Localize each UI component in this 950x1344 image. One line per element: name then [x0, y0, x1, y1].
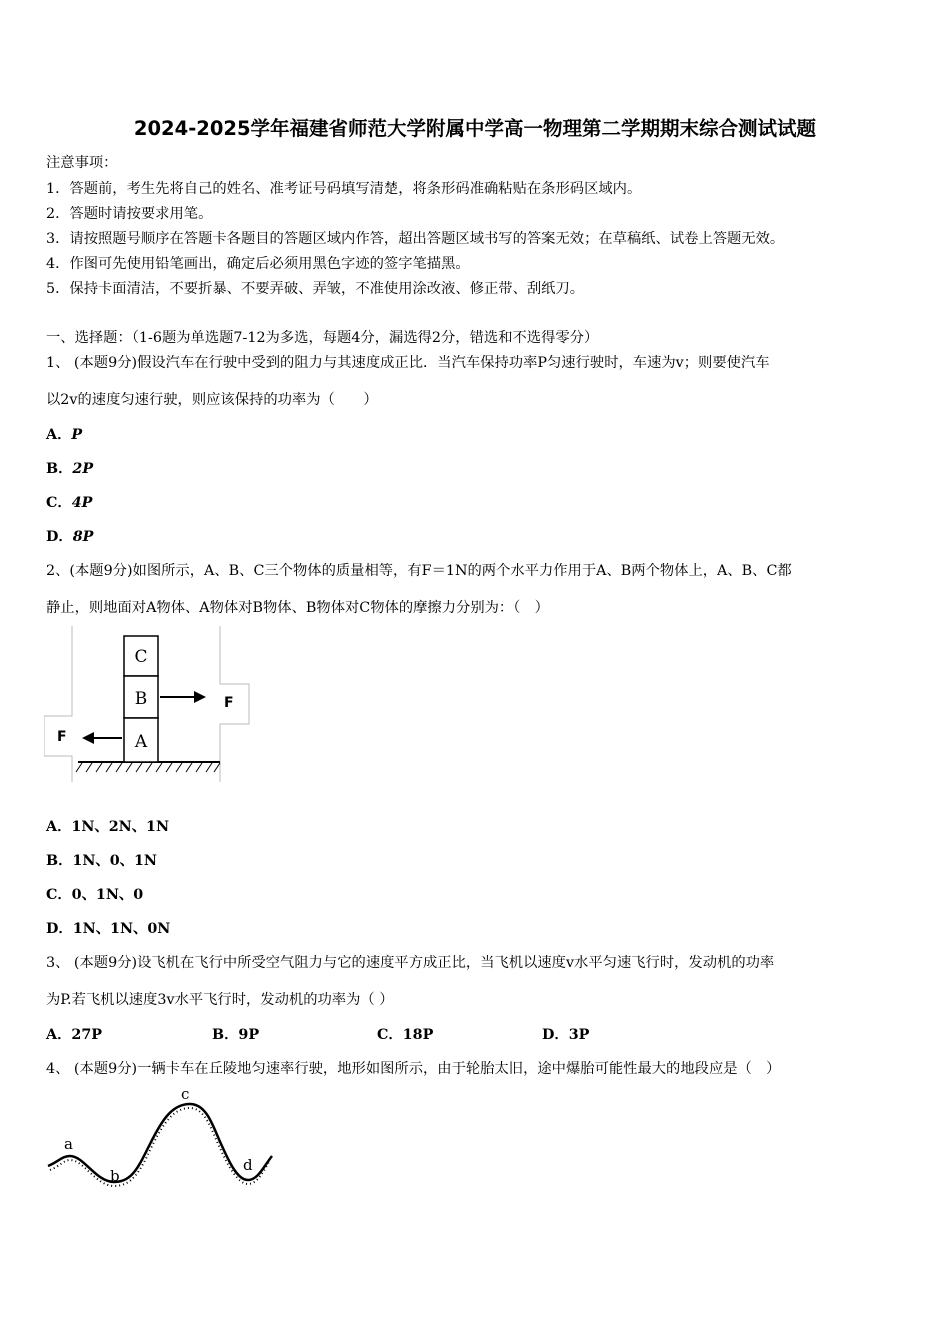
force-right-label: F	[224, 695, 234, 711]
q2-option-c: C．0、1N、0	[46, 887, 144, 903]
notice-item: 5．保持卡面清洁，不要折暴、不要弄破、弄皱，不准使用涂改液、修正带、刮纸刀。	[46, 281, 585, 297]
notice-heading: 注意事项：	[46, 155, 118, 171]
point-c-label: c	[181, 1085, 190, 1103]
question-1-text: 1、 (本题9分)假设汽车在行驶中受到的阻力与其速度成正比．当汽车保持功率P匀速行驶时，车速为v；则要使汽车	[46, 355, 770, 371]
question-2-text-cont: 静止，则地面对A物体、A物体对B物体、B物体对C物体的摩擦力分别为：（ ）	[46, 600, 549, 616]
question-4-text: 4、 (本题9分)一辆卡车在丘陵地匀速率行驶，地形如图所示，由于轮胎太旧，途中爆胎可能性最大的地段应是（ ）	[46, 1061, 781, 1077]
q3-option-c: C．18P	[377, 1027, 434, 1043]
point-b-label: b	[110, 1167, 120, 1185]
block-b-label: B	[134, 689, 148, 709]
q1-option-b: B．2P	[46, 461, 94, 477]
point-d-label: d	[243, 1156, 253, 1174]
q3-option-a: A．27P	[46, 1027, 103, 1043]
page-title: 2024-2025学年福建省师范大学附属中学高一物理第二学期期末综合测试试题	[133, 117, 817, 140]
terrain-curve	[48, 1104, 272, 1182]
notice-item: 1．答题前，考生先将自己的姓名、准考证号码填写清楚，将条形码准确粘贴在条形码区域内。	[46, 181, 642, 197]
question-2-text: 2、(本题9分)如图所示，A、B、C三个物体的质量相等，有F＝1N的两个水平力作用于A、B两个物体上，A、B、C都	[46, 563, 792, 579]
section-heading: 一、选择题：（1-6题为单选题7-12为多选，每题4分，漏选得2分，错选和不选得零分）	[46, 330, 599, 346]
question-3-text: 3、 (本题9分)设飞机在飞行中所受空气阻力与它的速度平方成正比，当飞机以速度v水平匀速飞行时，发动机的功率	[46, 955, 775, 971]
question-3-text-cont: 为P.若飞机以速度3v水平飞行时，发动机的功率为（ ）	[46, 992, 394, 1008]
force-left-label: F	[57, 729, 67, 745]
q2-option-d: D．1N、1N、0N	[46, 921, 171, 937]
q2-option-b: B．1N、0、1N	[46, 853, 157, 869]
notice-item: 4．作图可先使用铅笔画出，确定后必须用黑色字迹的签字笔描黑。	[46, 256, 470, 272]
terrain-figure	[44, 1084, 276, 1194]
notice-item: 2．答题时请按要求用笔。	[46, 206, 213, 222]
q3-option-d: D．3P	[542, 1027, 590, 1043]
notice-item: 3．请按照题号顺序在答题卡各题目的答题区域内作答，超出答题区域书写的答案无效；在草稿纸、试卷上答题无效。	[46, 231, 785, 247]
q1-option-a: A．P	[46, 427, 83, 443]
q1-option-c: C．4P	[46, 495, 93, 511]
q2-option-a: A．1N、2N、1N	[46, 819, 170, 835]
q1-option-d: D．8P	[46, 529, 94, 545]
blocks-figure	[44, 626, 250, 782]
block-a-label: A	[134, 732, 148, 752]
point-a-label: a	[64, 1135, 73, 1153]
question-1-text-cont: 以2v的速度匀速行驶，则应该保持的功率为（ ）	[46, 392, 378, 408]
q3-option-b: B．9P	[212, 1027, 260, 1043]
block-c-label: C	[134, 647, 148, 667]
